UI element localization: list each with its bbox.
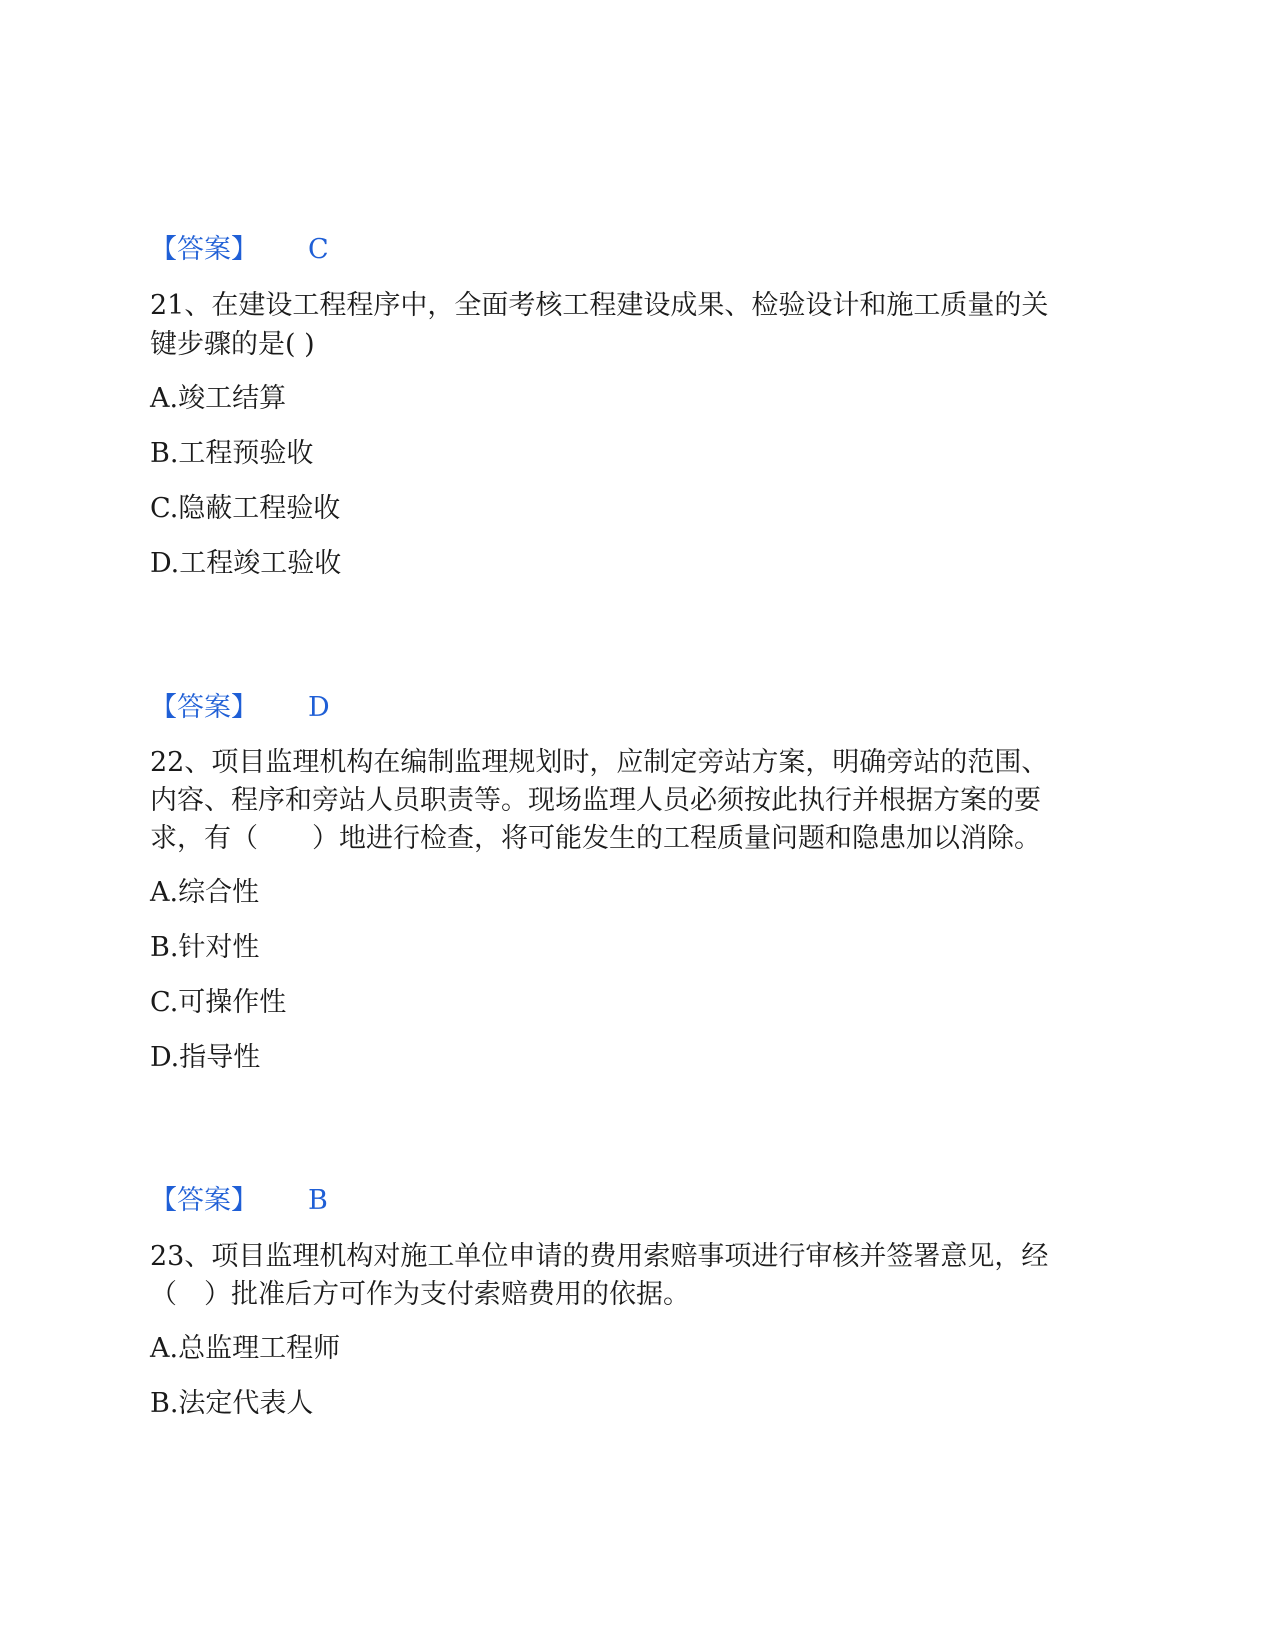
answer-line bbox=[150, 688, 1130, 728]
option-c: C.可操作性 bbox=[150, 987, 287, 1018]
option-c: C.隐蔽工程验收 bbox=[150, 493, 341, 524]
answer-line bbox=[150, 1181, 1130, 1221]
answer-label: 【答案】 bbox=[150, 1185, 258, 1216]
option-a: A.综合性 bbox=[150, 877, 260, 908]
option-d: D.指导性 bbox=[150, 1042, 261, 1073]
answer-value: C bbox=[308, 234, 329, 265]
option-d: D.工程竣工验收 bbox=[150, 548, 342, 579]
option-b: B.法定代表人 bbox=[150, 1388, 314, 1419]
option-b: B.针对性 bbox=[150, 932, 260, 963]
question-text: 键步骤的是( ) bbox=[150, 329, 315, 360]
answer-value: B bbox=[308, 1185, 328, 1216]
question-text: 求，有（ ）地进行检查，将可能发生的工程质量问题和隐患加以消除。 bbox=[150, 823, 1041, 854]
option-a: A.总监理工程师 bbox=[150, 1333, 341, 1364]
answer-value: D bbox=[308, 692, 330, 723]
answer-label: 【答案】 bbox=[150, 234, 258, 265]
question-text: 21、在建设工程程序中，全面考核工程建设成果、检验设计和施工质量的关 bbox=[150, 290, 1049, 321]
question-text: （ ）批准后方可作为支付索赔费用的依据。 bbox=[150, 1279, 690, 1310]
option-a: A.竣工结算 bbox=[150, 383, 287, 414]
question-text: 22、项目监理机构在编制监理规划时，应制定旁站方案，明确旁站的范围、 bbox=[150, 747, 1049, 778]
answer-label: 【答案】 bbox=[150, 692, 258, 723]
option-b: B.工程预验收 bbox=[150, 438, 314, 469]
answer-line bbox=[150, 230, 1130, 270]
question-text: 23、项目监理机构对施工单位申请的费用索赔事项进行审核并签署意见，经 bbox=[150, 1241, 1049, 1272]
question-text: 内容、程序和旁站人员职责等。现场监理人员必须按此执行并根据方案的要 bbox=[150, 785, 1041, 816]
